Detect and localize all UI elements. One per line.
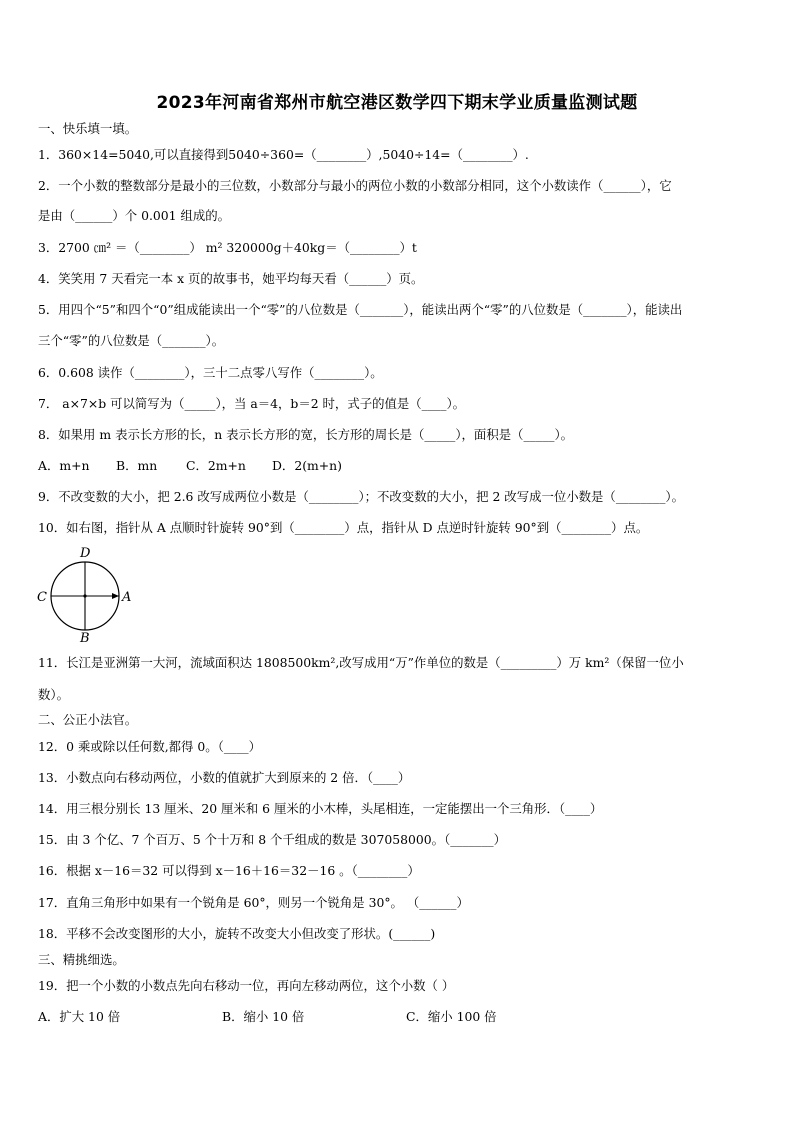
question-11-line-1: 11．长江是亚洲第一大河，流域面积达 1808500km²,改写成用“万”作单位的数是（_________）万 km²（保留一位小 — [38, 655, 684, 670]
question-11-line-2: 数）。 — [38, 687, 69, 702]
q19-option-b[interactable]: B．缩小 10 倍 — [222, 1009, 305, 1024]
question-4: 4．笑笑用 7 天看完一本 x 页的故事书，她平均每天看（______）页。 — [38, 271, 424, 286]
question-5-line-2: 三个“零”的八位数是（_______）。 — [38, 333, 225, 348]
section-1-heading: 一、快乐填一填。 — [38, 121, 138, 136]
q19-option-a[interactable]: A．扩大 10 倍 — [38, 1009, 121, 1024]
question-15: 15．由 3 个亿、7 个百万、5 个十万和 8 个千组成的数是 307058000。（_______） — [38, 832, 506, 847]
q8-option-b[interactable]: B．mn — [116, 458, 158, 473]
section-2-heading: 二、公正小法官。 — [38, 712, 138, 727]
question-16: 16．根据 x－16＝32 可以得到 x－16＋16＝32－16 。（________） — [38, 863, 420, 878]
question-13: 13．小数点向右移动两位，小数的值就扩大到原来的 2 倍．（____） — [38, 770, 411, 785]
q19-option-c[interactable]: C．缩小 100 倍 — [406, 1009, 497, 1024]
question-6: 6．0.608 读作（________），三十二点零八写作（________）。 — [38, 365, 383, 380]
question-1: 1．360×14=5040,可以直接得到5040÷360=（________）,5040÷14=（________）. — [38, 147, 529, 162]
label-d: D — [80, 546, 91, 561]
question-17: 17．直角三角形中如果有一个锐角是 60°，则另一个锐角是 30°。 （______） — [38, 895, 469, 910]
question-9: 9．不改变数的大小，把 2.6 改写成两位小数是（________）；不改变数的大小，把 2 改写成一位小数是（________）。 — [38, 489, 684, 504]
exam-title: 2023年河南省郑州市航空港区数学四下期末学业质量监测试题 — [156, 93, 638, 113]
question-14: 14．用三根分别长 13 厘米、20 厘米和 6 厘米的小木棒，头尾相连，一定能摆出一个三角形．（____） — [38, 801, 603, 816]
q8-option-a[interactable]: A．m+n — [38, 458, 90, 473]
dial-center — [83, 594, 86, 597]
question-2-line-2: 是由（______）个 0.001 组成的。 — [38, 208, 231, 223]
question-12: 12．0 乘或除以任何数,都得 0。（____） — [38, 739, 262, 754]
q8-option-c[interactable]: C．2m+n — [186, 458, 246, 473]
question-3: 3．2700 ㎝² ＝（________） m² 320000g＋40kg＝（________）t — [38, 240, 417, 255]
question-10: 10．如右图，指针从 A 点顺时针旋转 90°到（________）点，指针从 D 点逆时针旋转 90°到（________）点。 — [38, 520, 649, 535]
q8-option-d[interactable]: D．2(m+n) — [272, 458, 342, 473]
pointer-arrow-icon — [112, 593, 119, 599]
label-c: C — [37, 590, 47, 605]
label-b: B — [80, 631, 90, 645]
question-8: 8．如果用 m 表示长方形的长，n 表示长方形的宽，长方形的周长是（_____），面积是（_____）。 — [38, 427, 574, 442]
question-18: 18．平移不会改变图形的大小，旋转不改变大小但改变了形状。(______) — [38, 926, 436, 941]
question-7: 7． a×7×b 可以简写为（_____），当 a＝4，b＝2 时，式子的值是（____）。 — [38, 396, 466, 411]
question-5-line-1: 5．用四个“5”和四个“0”组成能读出一个“零”的八位数是（_______），能读出两个“零”的八位数是（_______），能读出 — [38, 302, 683, 317]
dial-figure — [33, 545, 138, 645]
question-19: 19．把一个小数的小数点先向右移动一位，再向左移动两位，这个小数（ ） — [38, 978, 455, 993]
label-a: A — [122, 590, 132, 605]
question-2-line-1: 2．一个小数的整数部分是最小的三位数，小数部分与最小的两位小数的小数部分相同，这个小数读作（______），它 — [38, 178, 672, 193]
section-3-heading: 三、精挑细选。 — [38, 952, 125, 967]
